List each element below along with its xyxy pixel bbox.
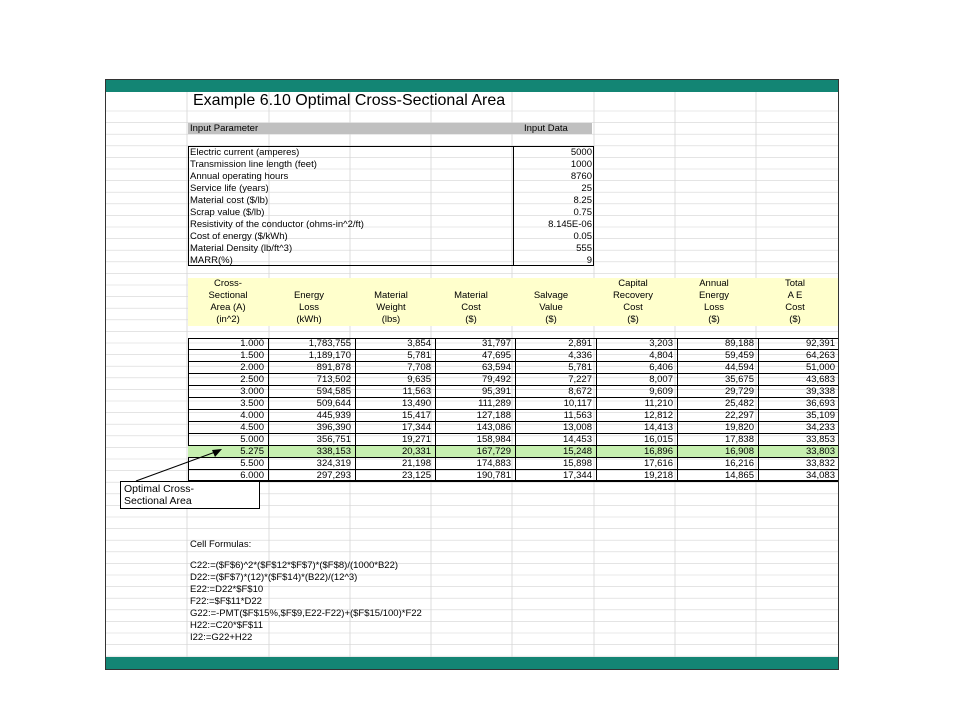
table-cell: 13,008 bbox=[562, 422, 592, 433]
table-cell: 2.000 bbox=[240, 362, 264, 373]
table-cell: 3.500 bbox=[240, 398, 264, 409]
table-cell: 44,594 bbox=[724, 362, 754, 373]
table-cell: 17,344 bbox=[562, 470, 592, 481]
table-cell: 445,939 bbox=[316, 410, 351, 421]
table-cell: 4,804 bbox=[649, 350, 673, 361]
input-value: 8760 bbox=[570, 171, 592, 182]
table-cell: 6.000 bbox=[240, 470, 264, 481]
column-header-text: Material bbox=[374, 290, 408, 301]
table-cell: 174,883 bbox=[476, 458, 511, 469]
table-cell: 190,781 bbox=[476, 470, 511, 481]
table-cell: 297,293 bbox=[316, 470, 351, 481]
table-cell: 11,563 bbox=[402, 386, 431, 397]
table-cell: 6,406 bbox=[649, 362, 673, 373]
table-cell: 7,708 bbox=[407, 362, 431, 373]
input-label: Transmission line length (feet) bbox=[190, 159, 317, 170]
formula-line: D22:=($F$7)*(12)*($F$14)*(B22)/(12^3) bbox=[190, 572, 358, 583]
table-cell: 20,331 bbox=[401, 446, 431, 457]
input-value: 5000 bbox=[570, 147, 592, 158]
column-divider bbox=[268, 338, 269, 481]
column-header-text: Area (A) bbox=[210, 302, 246, 313]
table-cell: 713,502 bbox=[316, 374, 351, 385]
table-cell: 2.500 bbox=[240, 374, 264, 385]
table-cell: 63,594 bbox=[481, 362, 511, 373]
table-cell: 1.500 bbox=[240, 350, 264, 361]
input-value: 0.75 bbox=[573, 207, 592, 218]
input-label: Electric current (amperes) bbox=[190, 147, 300, 158]
table-cell: 14,865 bbox=[724, 470, 754, 481]
table-cell: 89,188 bbox=[724, 338, 754, 349]
input-label: Scrap value ($/lb) bbox=[190, 207, 265, 218]
sheet-top-bar bbox=[106, 80, 838, 92]
input-label: MARR(%) bbox=[190, 255, 233, 266]
table-cell: 64,263 bbox=[805, 350, 835, 361]
table-cell: 3,854 bbox=[407, 338, 431, 349]
table-cell: 4.500 bbox=[240, 422, 264, 433]
table-cell: 9,635 bbox=[407, 374, 431, 385]
table-cell: 29,729 bbox=[724, 386, 754, 397]
table-cell: 1,189,170 bbox=[308, 350, 351, 361]
column-divider bbox=[758, 338, 759, 481]
column-divider bbox=[515, 338, 516, 481]
column-header-text: Recovery bbox=[612, 290, 654, 301]
table-cell: 34,233 bbox=[805, 422, 835, 433]
table-cell: 7,227 bbox=[568, 374, 592, 385]
column-header-text: Material bbox=[454, 290, 488, 301]
input-value: 0.05 bbox=[573, 231, 592, 242]
input-label: Material Density (lb/ft^3) bbox=[190, 243, 293, 254]
table-cell: 509,644 bbox=[316, 398, 351, 409]
table-cell: 79,492 bbox=[481, 374, 511, 385]
table-cell: 1.000 bbox=[240, 338, 264, 349]
table-cell: 8,672 bbox=[568, 386, 592, 397]
spreadsheet bbox=[105, 79, 839, 670]
table-cell: 15,898 bbox=[562, 458, 592, 469]
table-cell: 5.500 bbox=[240, 458, 264, 469]
table-cell: 3.000 bbox=[240, 386, 264, 397]
formula-line: H22:=C20*$F$11 bbox=[190, 620, 263, 631]
table-cell: 15,248 bbox=[562, 446, 592, 457]
column-header-text: Loss bbox=[703, 302, 725, 313]
column-header-text: Cost bbox=[461, 302, 481, 313]
table-cell: 43,683 bbox=[805, 374, 835, 385]
table-cell: 13,490 bbox=[401, 398, 431, 409]
column-header-text: (kWh) bbox=[296, 314, 322, 325]
column-header-text: Salvage bbox=[533, 290, 569, 301]
table-cell: 12,812 bbox=[643, 410, 673, 421]
input-label: Service life (years) bbox=[190, 183, 269, 194]
table-cell: 33,803 bbox=[805, 446, 835, 457]
table-cell: 5.000 bbox=[240, 434, 264, 445]
column-header-text: Cost bbox=[623, 302, 643, 313]
table-cell: 31,797 bbox=[481, 338, 511, 349]
table-cell: 95,391 bbox=[481, 386, 511, 397]
column-header-text: ($) bbox=[627, 314, 639, 325]
input-label: Material cost ($/lb) bbox=[190, 195, 269, 206]
input-value: 8.25 bbox=[573, 195, 592, 206]
column-header-text: Energy bbox=[293, 290, 325, 301]
table-cell: 15,417 bbox=[401, 410, 431, 421]
table-cell: 17,616 bbox=[643, 458, 673, 469]
formula-line: F22:=$F$11*D22 bbox=[190, 596, 262, 607]
table-cell: 8,007 bbox=[649, 374, 673, 385]
table-cell: 21,198 bbox=[401, 458, 431, 469]
table-cell: 891,878 bbox=[316, 362, 351, 373]
column-header-text: Cost bbox=[785, 302, 805, 313]
input-label: Cost of energy ($/kWh) bbox=[190, 231, 288, 242]
table-cell: 338,153 bbox=[316, 446, 351, 457]
formula-line: G22:=-PMT($F$15%,$F$9,E22-F22)+($F$15/100)*F22 bbox=[190, 608, 422, 619]
column-header-text: Value bbox=[539, 302, 563, 313]
table-cell: 2,891 bbox=[568, 338, 592, 349]
column-divider bbox=[677, 338, 678, 481]
column-header-text: Cross- bbox=[214, 278, 242, 289]
callout-line-2: Sectional Area bbox=[124, 495, 192, 507]
column-header-text: ($) bbox=[708, 314, 720, 325]
column-header-text: ($) bbox=[545, 314, 557, 325]
table-cell: 39,338 bbox=[805, 386, 835, 397]
formula-line: E22:=D22*$F$10 bbox=[190, 584, 264, 595]
input-header-data: Input Data bbox=[524, 123, 568, 134]
table-cell: 324,319 bbox=[316, 458, 351, 469]
column-header-text: Energy bbox=[698, 290, 730, 301]
input-value: 1000 bbox=[570, 159, 592, 170]
table-cell: 25,482 bbox=[724, 398, 754, 409]
column-header-text: (in^2) bbox=[216, 314, 240, 325]
table-cell: 19,820 bbox=[724, 422, 754, 433]
callout-line-1: Optimal Cross- bbox=[124, 483, 195, 495]
column-header-text: (lbs) bbox=[381, 314, 401, 325]
input-value: 25 bbox=[581, 183, 592, 194]
column-divider bbox=[355, 338, 356, 481]
table-cell: 158,984 bbox=[476, 434, 511, 445]
input-header-param: Input Parameter bbox=[190, 123, 259, 134]
table-cell: 14,453 bbox=[562, 434, 592, 445]
table-cell: 23,125 bbox=[401, 470, 431, 481]
column-header-text: A E bbox=[787, 290, 803, 301]
table-cell: 5.275 bbox=[240, 446, 264, 457]
table-cell: 17,838 bbox=[724, 434, 754, 445]
table-cell: 16,015 bbox=[643, 434, 673, 445]
formulas-title: Cell Formulas: bbox=[190, 539, 252, 550]
table-cell: 14,413 bbox=[643, 422, 673, 433]
table-cell: 167,729 bbox=[476, 446, 511, 457]
input-label: Annual operating hours bbox=[190, 171, 289, 182]
table-cell: 11,563 bbox=[563, 410, 592, 421]
input-value: 555 bbox=[576, 243, 592, 254]
table-cell: 356,751 bbox=[316, 434, 351, 445]
column-header-text: Loss bbox=[298, 302, 320, 313]
sheet-bottom-bar bbox=[106, 657, 838, 669]
table-cell: 22,297 bbox=[724, 410, 754, 421]
table-cell: 111,289 bbox=[478, 398, 511, 409]
column-divider bbox=[596, 338, 597, 481]
input-value: 8.145E-06 bbox=[548, 219, 592, 230]
column-header-text: Sectional bbox=[208, 290, 248, 301]
table-cell: 47,695 bbox=[481, 350, 511, 361]
optimal-area-callout bbox=[120, 481, 260, 509]
column-header-text: Weight bbox=[376, 302, 406, 313]
table-cell: 396,390 bbox=[316, 422, 351, 433]
table-cell: 4,336 bbox=[568, 350, 592, 361]
row-divider bbox=[188, 481, 839, 482]
table-cell: 33,853 bbox=[805, 434, 835, 445]
table-cell: 19,218 bbox=[643, 470, 673, 481]
table-cell: 16,216 bbox=[724, 458, 754, 469]
table-cell: 1,783,755 bbox=[308, 338, 351, 349]
table-cell: 34,083 bbox=[805, 470, 835, 481]
table-cell: 16,908 bbox=[724, 446, 754, 457]
formula-line: I22:=G22+H22 bbox=[190, 632, 253, 643]
formula-line: C22:=($F$6)^2*($F$12*$F$7)*($F$8)/(1000*B22) bbox=[190, 560, 399, 571]
page-title: Example 6.10 Optimal Cross-Sectional Area bbox=[193, 92, 506, 109]
column-divider bbox=[435, 338, 436, 481]
table-cell: 19,271 bbox=[401, 434, 431, 445]
table-cell: 59,459 bbox=[724, 350, 754, 361]
table-cell: 5,781 bbox=[568, 362, 592, 373]
column-header-text: Total bbox=[784, 278, 806, 289]
table-cell: 11,210 bbox=[644, 398, 673, 409]
table-cell: 9,609 bbox=[649, 386, 673, 397]
table-cell: 51,000 bbox=[805, 362, 835, 373]
table-cell: 92,391 bbox=[805, 338, 835, 349]
table-cell: 33,832 bbox=[805, 458, 835, 469]
table-cell: 594,585 bbox=[316, 386, 351, 397]
column-header-text: ($) bbox=[465, 314, 477, 325]
table-cell: 35,675 bbox=[724, 374, 754, 385]
table-cell: 4.000 bbox=[240, 410, 264, 421]
table-cell: 35,109 bbox=[805, 410, 835, 421]
column-header-text: Annual bbox=[699, 278, 729, 289]
table-cell: 143,086 bbox=[476, 422, 511, 433]
table-cell: 17,344 bbox=[401, 422, 431, 433]
table-cell: 3,203 bbox=[649, 338, 673, 349]
input-label: Resistivity of the conductor (ohms-in^2/ft) bbox=[190, 219, 364, 230]
table-cell: 36,693 bbox=[805, 398, 835, 409]
column-header-text: Capital bbox=[618, 278, 648, 289]
input-value: 9 bbox=[586, 255, 592, 266]
table-cell: 10,117 bbox=[563, 398, 592, 409]
column-header-text: ($) bbox=[789, 314, 801, 325]
table-cell: 5,781 bbox=[407, 350, 431, 361]
table-cell: 127,188 bbox=[476, 410, 511, 421]
table-cell: 16,896 bbox=[643, 446, 673, 457]
